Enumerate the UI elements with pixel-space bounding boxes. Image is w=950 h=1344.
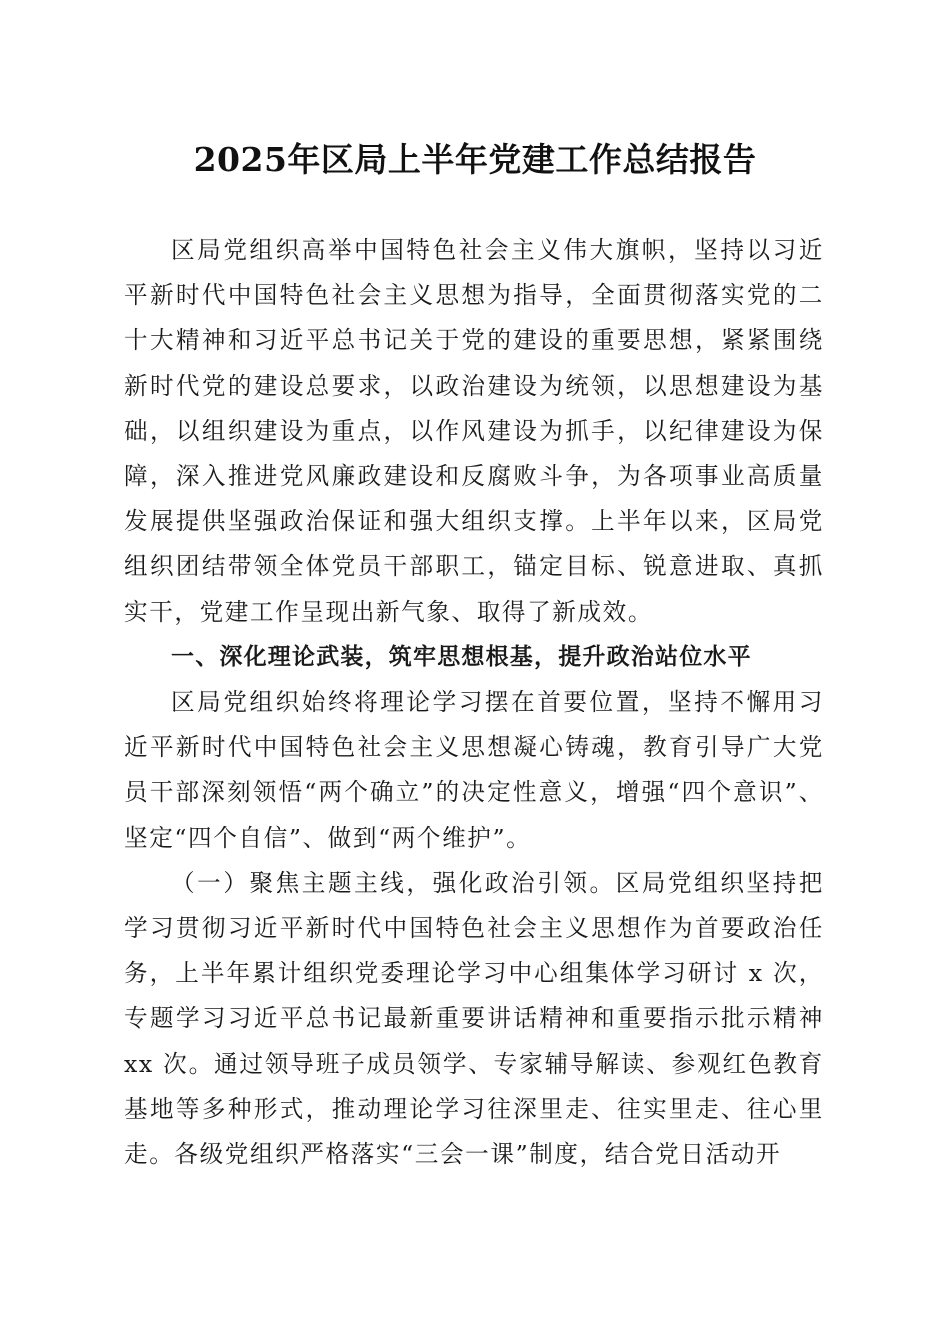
subsection-1-paragraph: （一）聚焦主题主线，强化政治引领。区局党组织坚持把学习贯彻习近平新时代中国特色社会主义思想作为首要政治任务，上半年累计组织党委理论学习中心组集体学习研讨 x 次，专题学习习近平总书记最新重要讲话精神和重要指示批示精神 xx 次。通过领导班子成员领学、专家辅导解读、参观红色教育基地等多种形式，推动理论学习往深里走、往实里走、往心里走。各级党组织严格落实“三会一课”制度，结合党日活动开 [124, 868, 824, 1169]
document-title: 2025年区局上半年党建工作总结报告 [193, 140, 757, 179]
section-1-paragraph: 区局党组织始终将理论学习摆在首要位置，坚持不懈用习近平新时代中国特色社会主义思想凝心铸魂，教育引导广大党员干部深刻领悟“两个确立”的决定性意义，增强“四个意识”、坚定“四个自信”、做到“两个维护”。 [124, 688, 824, 852]
section-heading-1: 一、深化理论武装，筑牢思想根基，提升政治站位水平 [171, 643, 752, 670]
document-body [124, 228, 824, 1177]
intro-paragraph: 区局党组织高举中国特色社会主义伟大旗帜，坚持以习近平新时代中国特色社会主义思想为指导，全面贯彻落实党的二十大精神和习近平总书记关于党的建设的重要思想，紧紧围绕新时代党的建设总要求，以政治建设为统领，以思想建设为基础，以组织建设为重点，以作风建设为抓手，以纪律建设为保障，深入推进党风廉政建设和反腐败斗争，为各项事业高质量发展提供坚强政治保证和强大组织支撑。上半年以来，区局党组织团结带领全体党员干部职工，锚定目标、锐意进取、真抓实干，党建工作呈现出新气象、取得了新成效。 [124, 236, 824, 626]
